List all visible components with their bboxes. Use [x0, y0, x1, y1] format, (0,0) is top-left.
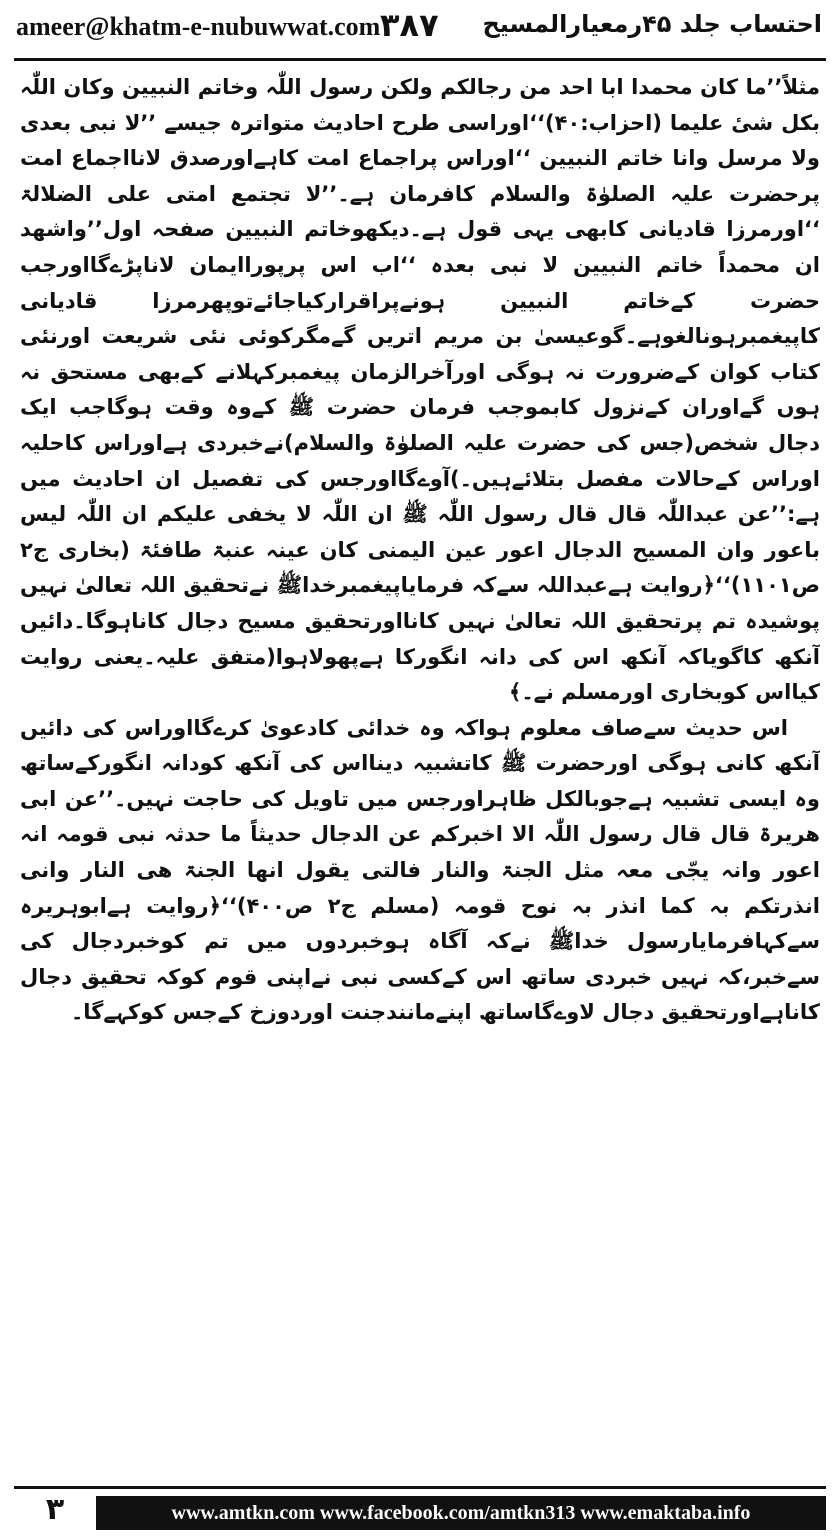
- header-rule: [14, 58, 826, 61]
- footer-links: www.amtkn.com www.facebook.com/amtkn313 www.emaktaba.info: [96, 1496, 826, 1530]
- paragraph-2: اس حدیث سےصاف معلوم ہواکہ وہ خدائی کادعویٰ کرےگااوراس کی دائیں آنکھ کانی ہوگی اورحضرت ﷺ کاتشبیہ دینااس کی آنکھ کودانہ انگورکےساتھ وہ ایسی تشبیہ ہےجوبالکل ظاہراورجس میں تاویل کی حاجت نہیں۔’’عن ابی ھریرۃ قال قال رسول اللّٰہ الا اخبرکم عن الدجال حدیثاً ما حدثہ نبی قومہ انہ اعور وانہ یجّی معہ مثل الجنۃ والنار فالتی یقول انھا الجنۃ ھی النار وانی انذرتکم بہ کما انذر بہ نوح قومہ (مسلم ج۲ ص۴۰۰)‘‘﴿روایت ہےابوہریرہ سےکہافرمایارسول خداﷺ نےکہ آگاہ ہوخبردوں میں تم کوخبردجال کی سےخبر،کہ نہیں خبردی ساتھ اس کےکسی نبی نےاپنی قوم کوکہ تحقیق دجال کاناہےاورتحقیق دجال لاوےگاساتھ اپنےمانندجنت اوردوزخ کےجس کوکہےگا۔: [20, 715, 820, 1025]
- header-email: ameer@khatm-e-nubuwwat.com: [16, 12, 381, 41]
- header-page-number: ٣٨٧: [380, 6, 439, 44]
- paragraph-1: مثلاً’’ما کان محمدا ابا احد من رجالکم ولکن رسول اللّٰہ وخاتم النبیین وکان اللّٰہ بکل شیٔ علیما (احزاب:۴۰)‘‘اوراسی طرح احادیث متواترہ جیسے ’’لا نبی بعدی ولا مرسل وانا خاتم النبیین ‘‘اوراس پراجماع امت کاہےاورصدق لانااجماع امت پرحضرت علیہ الصلوٰۃ والسلام کافرمان ہے۔’’لا تجتمع امتی علی الضلالۃ ‘‘اورمرزا قادیانی کابھی یہی قول ہے۔دیکھوخاتم النبیین صفحہ اول’’واشھد ان محمداً خاتم النبیین لا نبی بعدہ ‘‘اب اس پرپوراایمان لاناپڑےگااورجب حضرت کےخاتم النبیین ہونےپراقرارکیاجائےتوپھرمرزا قادیانی کاپیغمبرہونالغوہے۔گوعیسیٰ بن مریم اتریں گےمگرکوئی نئی شریعت اورنئی کتاب کوان کےضرورت نہ ہوگی اورآخرالزمان پیغمبرکہلانے کےبھی مستحق نہ ہوں گےاوران کےنزول کابموجب فرمان حضرت ﷺ کےوہ وقت ہوگاجب ایک دجال شخص(جس کی حضرت علیہ الصلوٰۃ والسلام)نےخبردی ہےاوراس کاحلیہ اوراس کےحالات مفصل بتلائےہیں۔)آوےگااورجس کی تفصیل ان احادیث میں ہے:’’عن عبداللّٰہ قال قال رسول اللّٰہ ﷺ ان اللّٰہ لا یخفی علیکم ان اللّٰہ لیس باعور وان المسیح الدجال اعور عین الیمنی کان عینہ عنبۃ طافئۃ (بخاری ج۲ ص۱۱۰۱)‘‘﴿روایت ہےعبداللہ سےکہ فرمایاپیغمبرخداﷺ نےتحقیق اللہ تعالیٰ نہیں پوشیدہ تم پرتحقیق اللہ تعالیٰ نہیں کانااورتحقیق مسیح دجال کاناہوگا۔دائیں آنکھ کاگویاکہ آنکھ اس کی دانہ انگورکا ہےپھولاہوا(متفق علیہ۔یعنی روایت کیااس کوبخاری اورمسلم نے۔﴾: [20, 75, 820, 705]
- footer-page-number: ٣: [45, 1492, 65, 1527]
- page-body: [20, 70, 820, 1480]
- header-book-title: احتساب جلد ۴۵رمعیارالمسیح: [482, 10, 822, 38]
- page-footer: [0, 1488, 840, 1540]
- page-header: [0, 0, 840, 60]
